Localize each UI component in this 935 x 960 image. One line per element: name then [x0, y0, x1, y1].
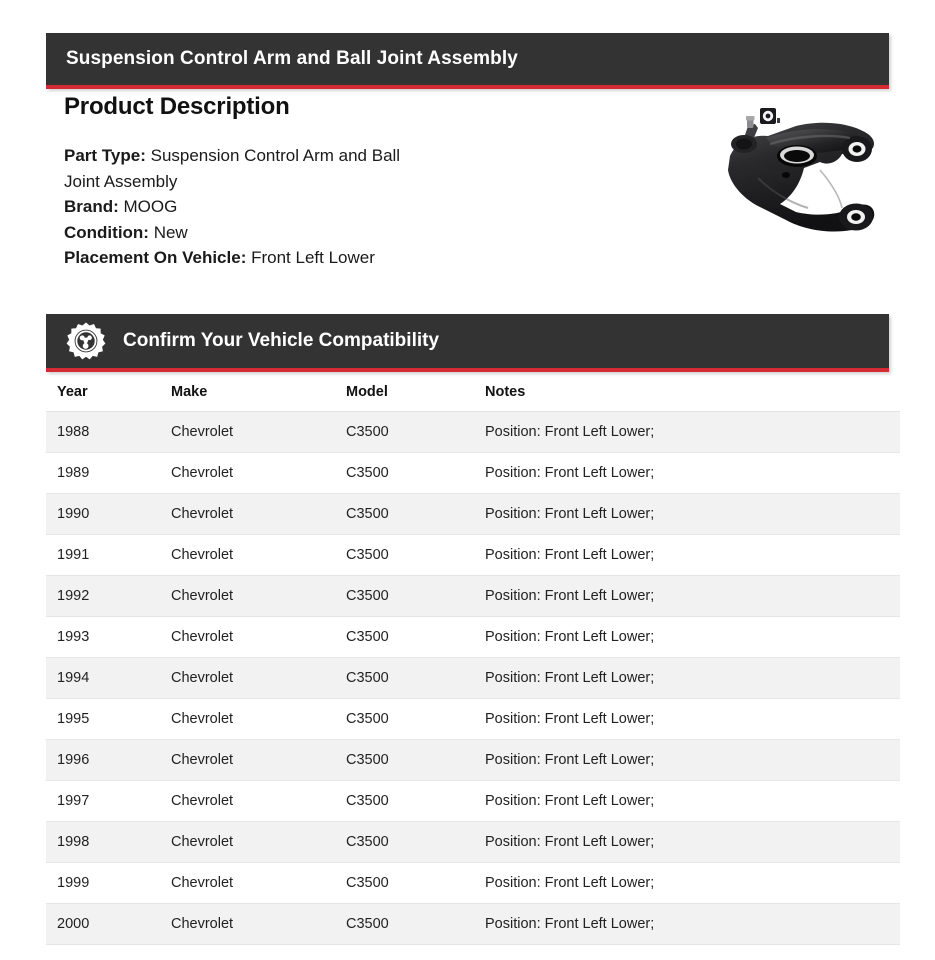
cell-model: C3500 — [346, 535, 485, 576]
fitment-table-head — [46, 372, 900, 412]
spec-brand-value: MOOG — [123, 197, 178, 216]
table-row — [46, 617, 900, 658]
cell-model: C3500 — [346, 617, 485, 658]
cell-make: Chevrolet — [171, 412, 346, 453]
cell-model: C3500 — [346, 699, 485, 740]
cell-make: Chevrolet — [171, 494, 346, 535]
compatibility-header — [46, 314, 889, 372]
product-description-heading: Product Description — [64, 93, 290, 120]
product-photo — [700, 104, 895, 244]
cell-model: C3500 — [346, 576, 485, 617]
table-row — [46, 576, 900, 617]
spec-placement-label: Placement On Vehicle: — [64, 248, 247, 267]
cell-notes: Position: Front Left Lower; — [485, 699, 900, 740]
column-header-notes[interactable]: Notes — [485, 372, 900, 412]
cell-model: C3500 — [346, 412, 485, 453]
spec-part-type-value: Suspension Control Arm and Ball Joint Assembly — [64, 146, 401, 191]
cell-year: 1994 — [46, 658, 171, 699]
spec-placement-value: Front Left Lower — [251, 248, 375, 267]
compatibility-title: Confirm Your Vehicle Compatibility — [123, 330, 440, 351]
cell-notes: Position: Front Left Lower; — [485, 617, 900, 658]
cell-model: C3500 — [346, 822, 485, 863]
table-row — [46, 781, 900, 822]
product-title-bar — [46, 33, 889, 89]
cell-year: 1997 — [46, 781, 171, 822]
fitment-header-row — [46, 372, 900, 412]
cell-year: 1988 — [46, 412, 171, 453]
spec-part-type-label: Part Type: — [64, 146, 146, 165]
cell-make: Chevrolet — [171, 822, 346, 863]
table-row — [46, 412, 900, 453]
cell-year: 1990 — [46, 494, 171, 535]
product-description-section — [64, 93, 664, 271]
cell-year: 1998 — [46, 822, 171, 863]
product-spec-list — [64, 143, 424, 271]
page-title: Suspension Control Arm and Ball Joint Assembly — [66, 48, 518, 69]
table-row — [46, 494, 900, 535]
spec-part-type — [64, 143, 424, 194]
cell-make: Chevrolet — [171, 699, 346, 740]
table-row — [46, 740, 900, 781]
cell-make: Chevrolet — [171, 740, 346, 781]
vehicle-compatibility-panel — [46, 314, 889, 945]
cell-notes: Position: Front Left Lower; — [485, 412, 900, 453]
cell-notes: Position: Front Left Lower; — [485, 822, 900, 863]
cell-make: Chevrolet — [171, 863, 346, 904]
spec-condition-value: New — [153, 222, 188, 242]
spec-brand — [64, 194, 424, 220]
cell-notes: Position: Front Left Lower; — [485, 658, 900, 699]
table-row — [46, 822, 900, 863]
cell-year: 1989 — [46, 453, 171, 494]
cell-notes: Position: Front Left Lower; — [485, 740, 900, 781]
cell-model: C3500 — [346, 453, 485, 494]
cell-make: Chevrolet — [171, 617, 346, 658]
cell-year: 1999 — [46, 863, 171, 904]
cell-make: Chevrolet — [171, 904, 346, 945]
cell-model: C3500 — [346, 781, 485, 822]
cell-year: 1992 — [46, 576, 171, 617]
cell-year: 1995 — [46, 699, 171, 740]
cell-year: 1993 — [46, 617, 171, 658]
cell-notes: Position: Front Left Lower; — [485, 781, 900, 822]
cell-model: C3500 — [346, 740, 485, 781]
column-header-model[interactable]: Model — [346, 372, 485, 412]
cell-notes: Position: Front Left Lower; — [485, 904, 900, 945]
cell-year: 2000 — [46, 904, 171, 945]
cell-make: Chevrolet — [171, 658, 346, 699]
table-row — [46, 904, 900, 945]
cell-notes: Position: Front Left Lower; — [485, 863, 900, 904]
table-row — [46, 658, 900, 699]
cell-notes: Position: Front Left Lower; — [485, 576, 900, 617]
spec-condition-label: Condition: — [64, 222, 149, 242]
cell-notes: Position: Front Left Lower; — [485, 535, 900, 576]
cell-year: 1991 — [46, 535, 171, 576]
table-row — [46, 535, 900, 576]
spec-brand-label: Brand: — [64, 197, 119, 216]
table-row — [46, 863, 900, 904]
spec-placement — [64, 245, 424, 271]
cell-model: C3500 — [346, 904, 485, 945]
cell-notes: Position: Front Left Lower; — [485, 494, 900, 535]
cell-notes: Position: Front Left Lower; — [485, 453, 900, 494]
cell-year: 1996 — [46, 740, 171, 781]
column-header-year[interactable]: Year — [46, 372, 171, 412]
cell-make: Chevrolet — [171, 576, 346, 617]
cell-make: Chevrolet — [171, 781, 346, 822]
cell-model: C3500 — [346, 863, 485, 904]
table-row — [46, 699, 900, 740]
cell-model: C3500 — [346, 494, 485, 535]
spec-condition — [64, 220, 424, 246]
column-header-make[interactable]: Make — [171, 372, 346, 412]
cell-make: Chevrolet — [171, 535, 346, 576]
cell-model: C3500 — [346, 658, 485, 699]
table-row — [46, 453, 900, 494]
gear-wrench-icon — [66, 321, 106, 361]
fitment-table-body — [46, 412, 900, 945]
vehicle-fitment-table — [46, 372, 900, 945]
cell-make: Chevrolet — [171, 453, 346, 494]
